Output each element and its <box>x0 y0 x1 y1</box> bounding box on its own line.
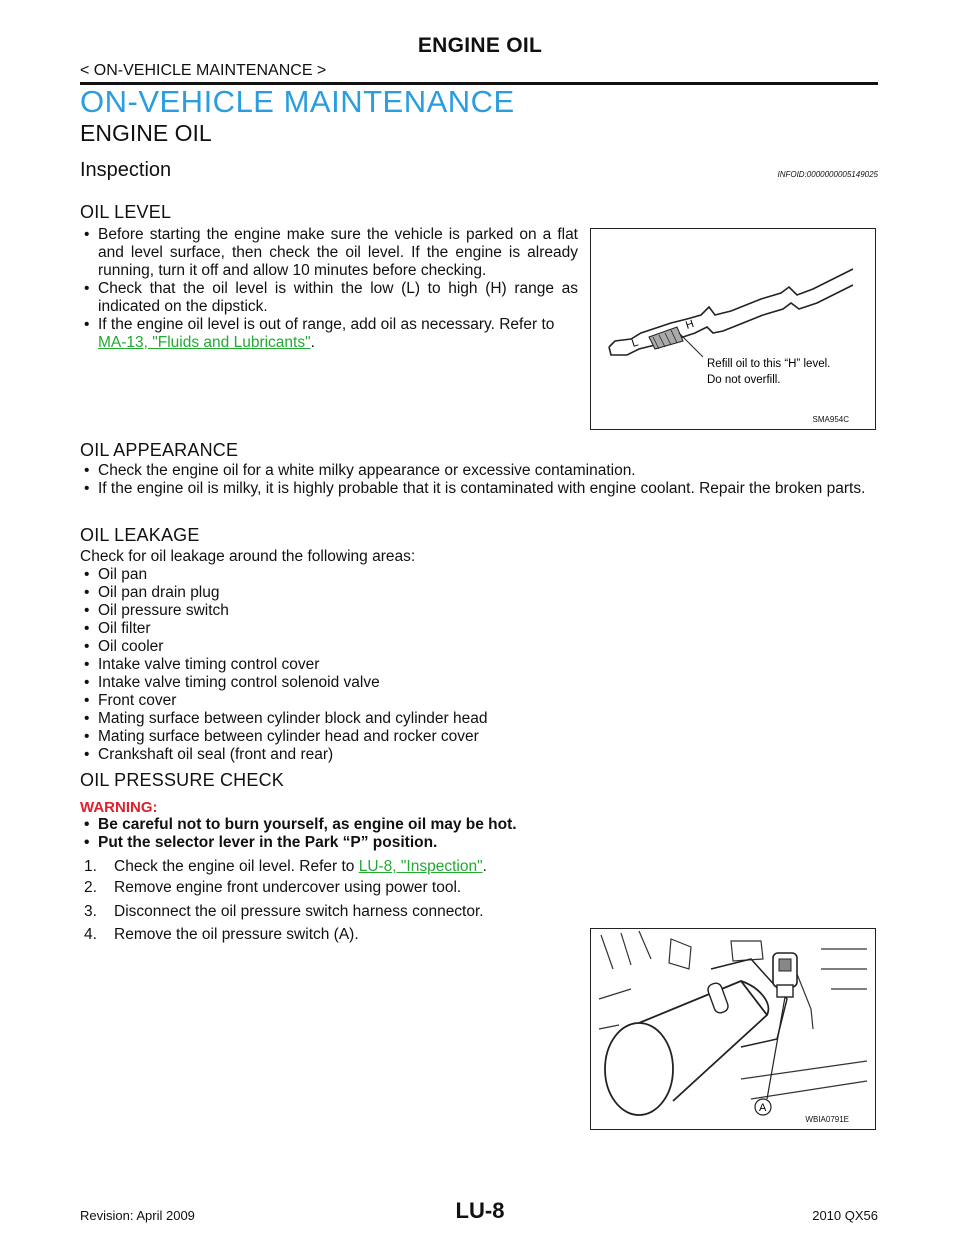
footer-model: 2010 QX56 <box>812 1208 878 1223</box>
footer-page-number: LU-8 <box>455 1198 505 1223</box>
list-item: • Oil cooler <box>80 638 487 656</box>
oil-pressure-switch-illustration <box>591 929 874 1128</box>
info-id: INFOID:0000000005149025 <box>777 170 878 179</box>
step-number: 4. <box>84 926 97 943</box>
step-text: Remove the oil pressure switch (A). <box>114 926 359 943</box>
oil-leakage-intro: Check for oil leakage around the following areas: <box>80 548 416 565</box>
step-number: 2. <box>84 879 97 896</box>
inspection-link[interactable]: LU-8, "Inspection" <box>358 858 483 875</box>
list-item: • Oil pan drain plug <box>80 584 487 602</box>
list-item: • If the engine oil is milky, it is highly probable that it is contaminated with engine coolant. Repair the broken parts. <box>80 480 878 498</box>
step-2 <box>80 879 461 897</box>
list-item: • Intake valve timing control cover <box>80 656 487 674</box>
list-item: • Check the engine oil for a white milky appearance or excessive contamination. <box>80 462 878 480</box>
oil-pressure-switch-figure <box>590 928 876 1130</box>
oil-pressure-heading: OIL PRESSURE CHECK <box>80 770 284 790</box>
dipstick-l-mark: L <box>630 336 640 350</box>
list-item: • Mating surface between cylinder head and rocker cover <box>80 728 487 746</box>
step-3 <box>80 903 484 921</box>
list-item: • Crankshaft oil seal (front and rear) <box>80 746 487 764</box>
oil-leakage-list <box>80 566 487 764</box>
switch-label-a: A <box>759 1102 767 1114</box>
list-item: • Intake valve timing control solenoid valve <box>80 674 487 692</box>
fluids-lubricants-link[interactable]: MA-13, "Fluids and Lubricants" <box>98 334 311 351</box>
list-item: • Oil pressure switch <box>80 602 487 620</box>
oil-appearance-heading: OIL APPEARANCE <box>80 440 239 460</box>
step-4 <box>80 926 359 944</box>
list-item: • Check that the oil level is within the low (L) to high (H) range as indicated on the dipstick. <box>80 280 578 316</box>
dipstick-h-mark: H <box>684 317 696 332</box>
oil-level-heading: OIL LEVEL <box>80 202 172 222</box>
list-item <box>80 316 578 352</box>
list-item-text: If the engine oil level is out of range, add oil as necessary. Refer to <box>98 316 555 333</box>
list-item: • Front cover <box>80 692 487 710</box>
list-item: • Oil filter <box>80 620 487 638</box>
subsection-title: ENGINE OIL <box>80 120 212 146</box>
dipstick-figure <box>590 228 876 430</box>
page-title: ENGINE OIL <box>417 34 543 57</box>
warning-item: • Be careful not to burn yourself, as engine oil may be hot. <box>80 816 517 834</box>
step-1 <box>80 858 487 876</box>
list-item: • Before starting the engine make sure the vehicle is parked on a flat and level surface, then check the oil level. If the engine is already running, turn it off and allow 10 minutes before checking. <box>80 226 578 280</box>
warning-label: WARNING: <box>80 799 158 816</box>
figure-id: WBIA0791E <box>805 1115 849 1124</box>
breadcrumb: < ON-VEHICLE MAINTENANCE > <box>80 62 327 79</box>
step-text: Check the engine oil level. Refer to <box>114 858 359 875</box>
list-item: • Mating surface between cylinder block and cylinder head <box>80 710 487 728</box>
step-text: Remove engine front undercover using power tool. <box>114 879 462 896</box>
link-suffix: . <box>482 858 487 875</box>
step-number: 3. <box>84 903 97 920</box>
footer-revision: Revision: April 2009 <box>80 1208 195 1223</box>
figure-id: SMA954C <box>812 415 849 424</box>
dipstick-illustration <box>591 229 874 428</box>
list-item: • Oil pan <box>80 566 487 584</box>
warning-item: • Put the selector lever in the Park “P” position. <box>80 834 517 852</box>
link-suffix: . <box>310 334 315 351</box>
oil-appearance-list <box>80 462 878 498</box>
oil-leakage-heading: OIL LEAKAGE <box>80 525 200 545</box>
warning-list <box>80 816 517 852</box>
oil-level-list <box>80 226 578 352</box>
dipstick-callout-line1: Refill oil to this “H” level. <box>707 358 831 370</box>
step-number: 1. <box>84 858 97 875</box>
section-title: ON-VEHICLE MAINTENANCE <box>80 84 515 119</box>
step-text: Disconnect the oil pressure switch harness connector. <box>114 903 484 920</box>
dipstick-callout-line2: Do not overfill. <box>707 374 781 386</box>
topic-title: Inspection <box>80 159 172 181</box>
